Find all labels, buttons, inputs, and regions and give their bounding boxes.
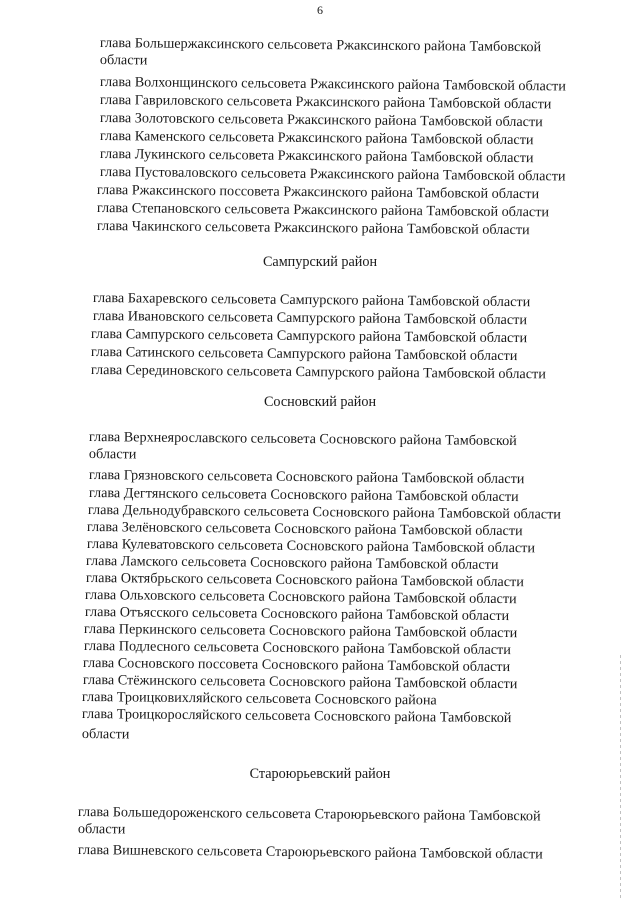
list-item: глава Лукинского сельсовета Ржаксинского района Тамбовской области	[99, 146, 534, 167]
list-item: глава Зелёновского сельсовета Сосновского района Тамбовской области	[86, 519, 523, 540]
page-number: 6	[317, 3, 323, 17]
list-item: глава Дельнодубравского сельсовета Сосновского района Тамбовской области	[87, 502, 561, 523]
list-item: глава Троицкоросляйского сельсовета Сосновского района Тамбовской	[81, 706, 512, 727]
list-item: области	[77, 821, 126, 838]
list-item: области	[88, 446, 137, 463]
list-item: глава Гавриловского сельсовета Ржаксинского района Тамбовской области	[99, 92, 552, 113]
list-item: области	[81, 726, 130, 743]
list-item: области	[99, 52, 148, 69]
scan-margin-mark	[620, 655, 621, 900]
list-item: глава Отъясского сельсовета Сосновского района Тамбовской области	[84, 604, 510, 625]
list-item: глава Дегтянского сельсовета Сосновского района Тамбовской области	[88, 485, 519, 506]
section-heading: Сосновский район	[263, 394, 377, 410]
list-item: глава Грязновского сельсовета Сосновского района Тамбовской области	[88, 467, 525, 488]
list-item: глава Октябрьского сельсовета Сосновского района Тамбовской области	[85, 570, 524, 591]
list-item: глава Золотовского сельсовета Ржаксинского района Тамбовской области	[99, 110, 543, 131]
list-item: глава Сатинского сельсовета Сампурского района Тамбовской области	[90, 344, 518, 365]
list-item: глава Серединовского сельсовета Сампурского района Тамбовской области	[90, 362, 546, 383]
list-item: глава Чакинского сельсовета Ржаксинского района Тамбовской области	[96, 218, 530, 239]
list-item: глава Кулеватовского сельсовета Сосновского района Тамбовской области	[86, 536, 536, 557]
list-item: глава Перкинского сельсовета Сосновского района Тамбовской области	[83, 621, 518, 642]
list-item: глава Волхонщинского сельсовета Ржаксинского района Тамбовской области	[99, 74, 566, 95]
list-item: глава Бахаревского сельсовета Сампурского района Тамбовской области	[92, 290, 531, 311]
list-item: глава Ивановского сельсовета Сампурского района Тамбовской области	[92, 308, 528, 329]
list-item: глава Каменского сельсовета Ржаксинского района Тамбовской области	[99, 128, 534, 149]
list-item: глава Верхнеярославского сельсовета Сосновского района Тамбовской	[88, 429, 517, 450]
list-item: глава Большедороженского сельсовета Староюрьевского района Тамбовской	[77, 804, 541, 825]
list-item: глава Сампурского сельсовета Сампурского района Тамбовской области	[90, 326, 528, 347]
list-item: глава Большержаксинского сельсовета Ржаксинского района Тамбовской	[99, 35, 542, 56]
list-item: глава Сосновского поссовета Сосновского района Тамбовской области	[82, 655, 511, 676]
section-heading: Сампурский район	[262, 254, 378, 270]
list-item: глава Ольховского сельсовета Сосновского района Тамбовской области	[84, 587, 517, 608]
list-item: глава Троицковихляйского сельсовета Сосновского района	[81, 689, 437, 709]
list-item: глава Пустоваловского сельсовета Ржаксинского района Тамбовской области	[99, 164, 566, 185]
list-item: глава Подлесного сельсовета Сосновского района Тамбовской области	[83, 638, 511, 659]
list-item: глава Ламского сельсовета Сосновского района Тамбовской области	[85, 553, 499, 573]
list-item: глава Ржаксинского поссовета Ржаксинского района Тамбовской области	[96, 182, 540, 203]
section-heading: Староюрьевский район	[249, 766, 391, 782]
list-item: глава Вишневского сельсовета Староюрьевского района Тамбовской области	[77, 842, 543, 863]
list-item: глава Стёжинского сельсовета Сосновского района Тамбовской области	[82, 672, 518, 693]
list-item: глава Степановского сельсовета Ржаксинского района Тамбовской области	[96, 200, 550, 221]
